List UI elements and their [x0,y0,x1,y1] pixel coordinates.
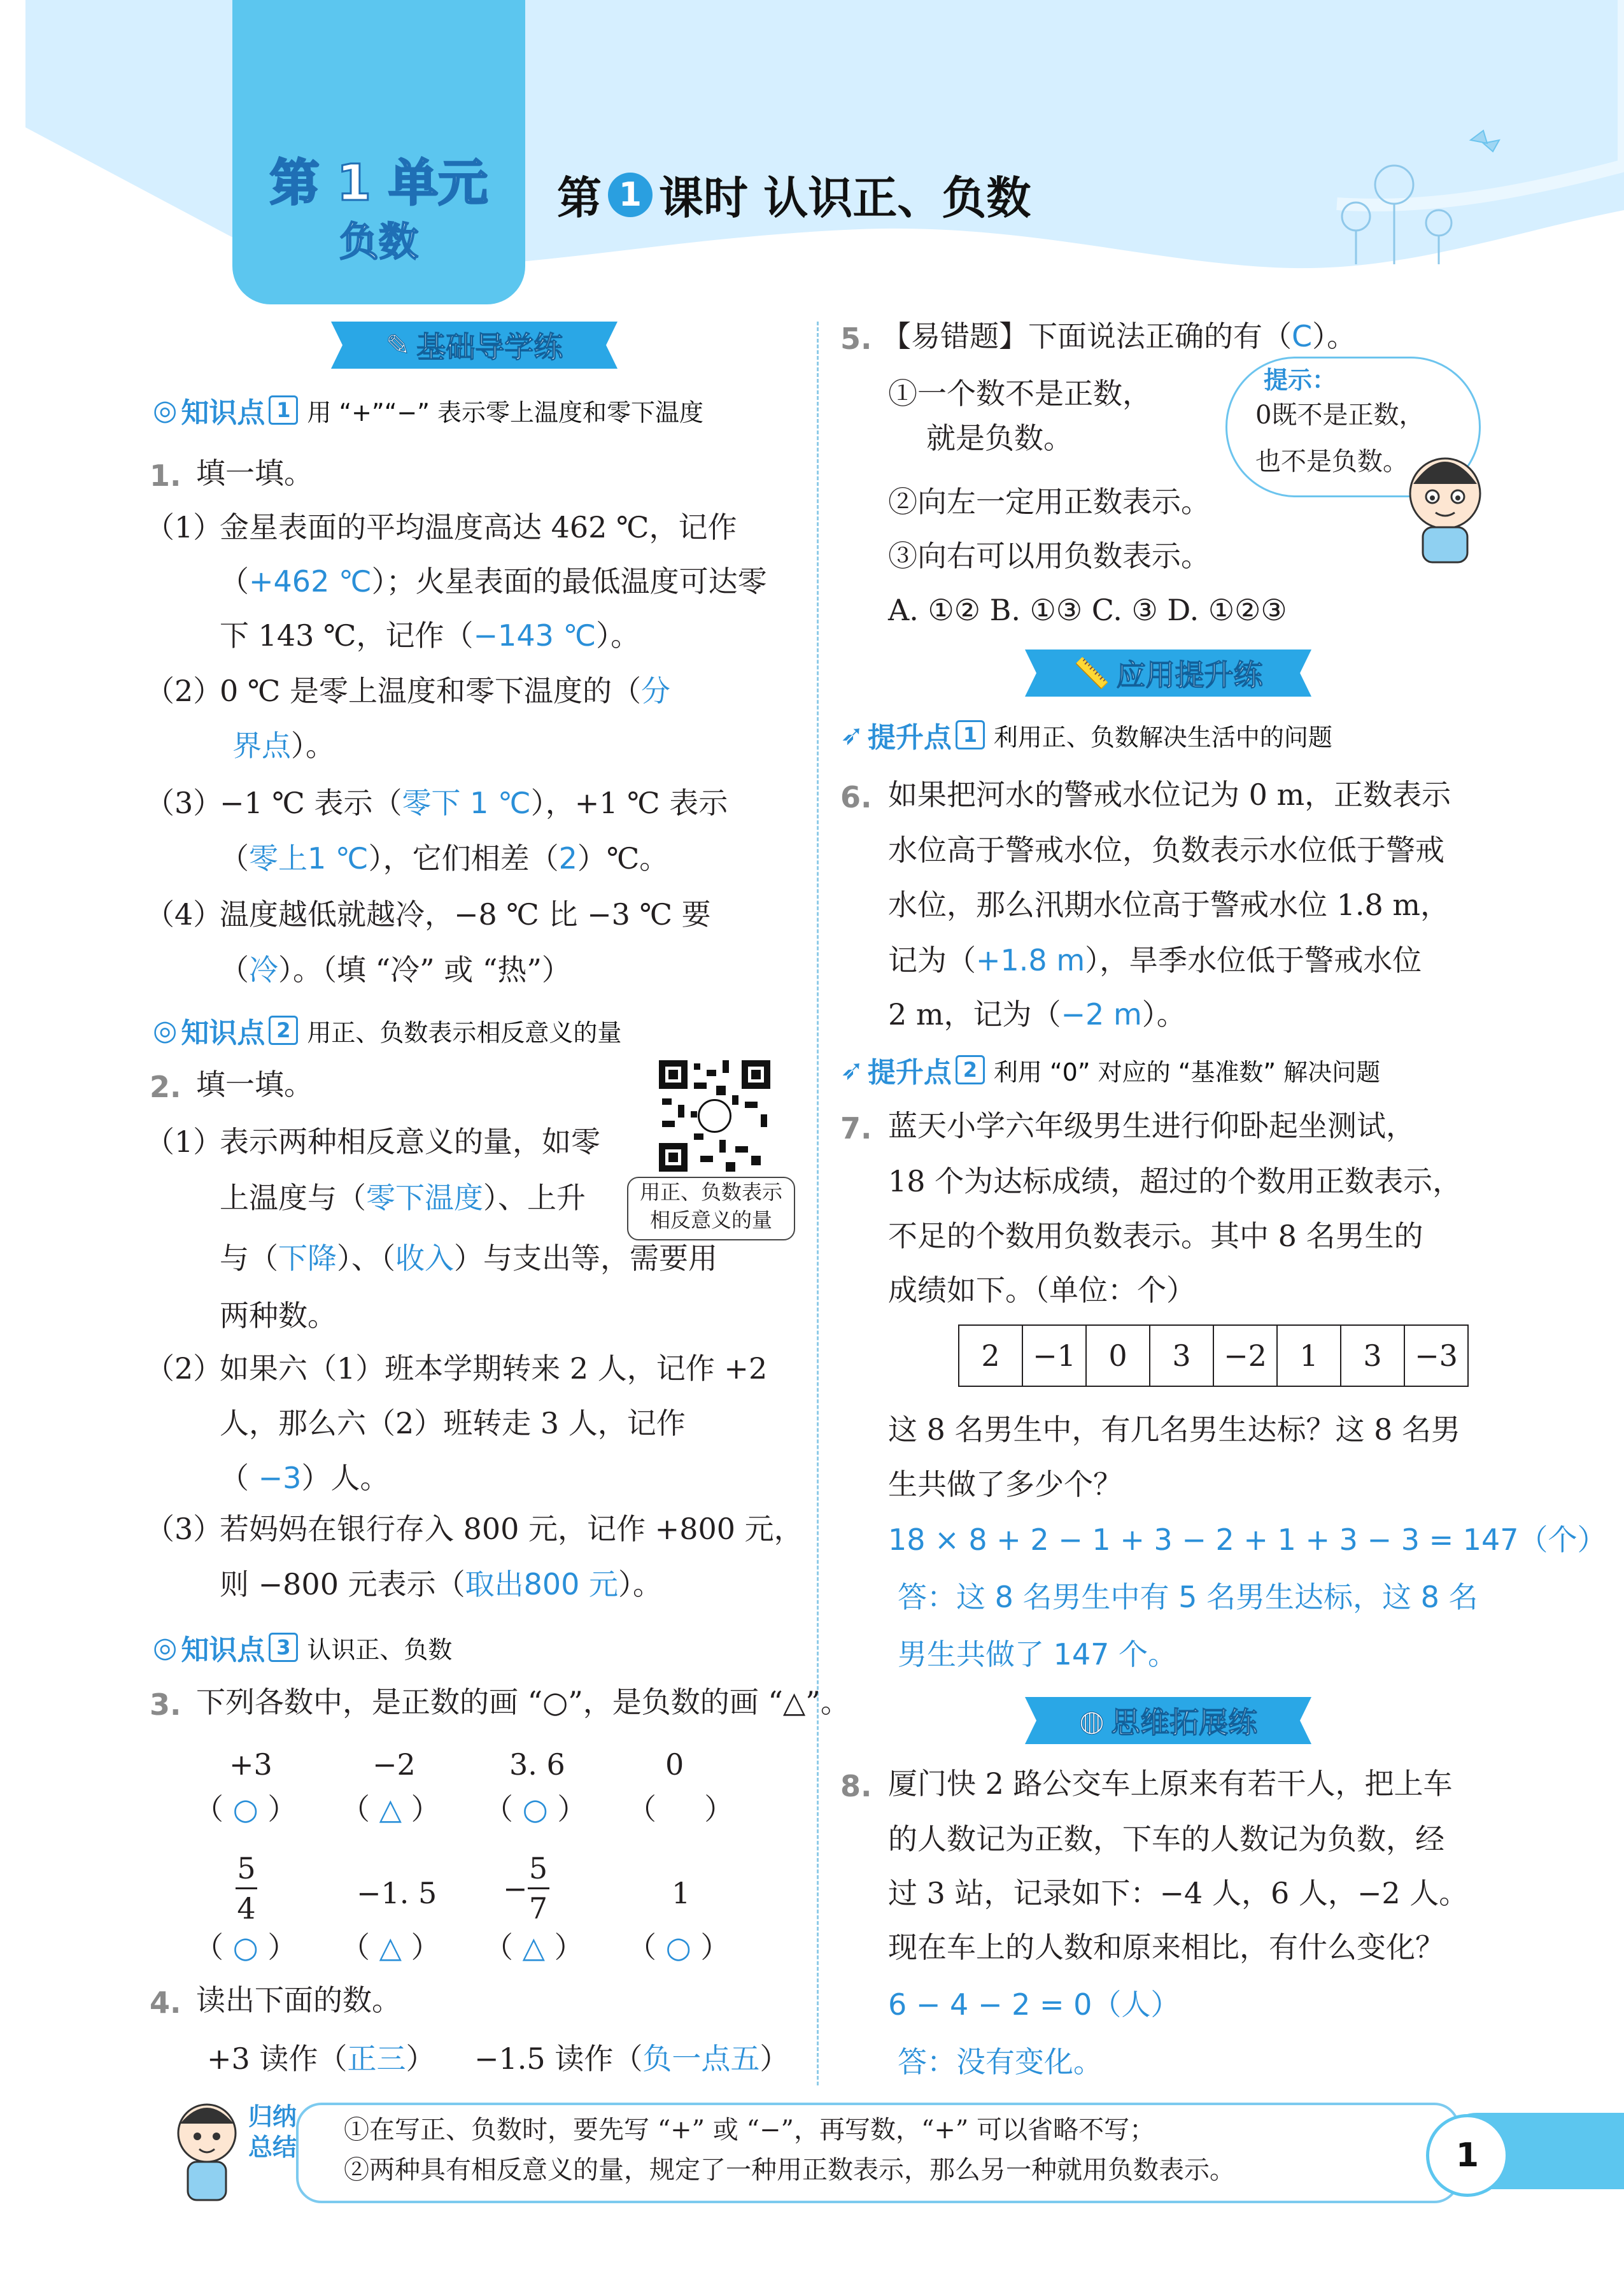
answer: +1.8 m [976,943,1085,977]
answer-blank: （ △ ） [341,1792,441,1826]
knowledge-point-text: 认识正、负数 [307,1635,453,1664]
improvement-point-2: ➶ 提升点 2 利用 “0” 对应的 “基准数” 解决问题 [840,1053,1381,1089]
score-table [958,1324,1469,1387]
hint-text: 也不是负数。 [1255,447,1408,476]
answer: 2 [558,841,577,876]
answer-blank: （ △ ） [484,1930,584,1964]
question-number: 1. [150,458,181,493]
item-lead: （1） [145,1125,223,1159]
item-lead: （2） [145,674,223,708]
question-text: 水位，那么汛期水位高于警戒水位 1.8 m， [888,888,1450,922]
knowledge-point-3: ◎ 知识点 3 认识正、负数 [153,1631,453,1666]
question-title: 填一填。 [196,1067,313,1102]
pencil-icon: ✎ [385,328,411,362]
item-text: （零上1 ℃），它们相差（2）℃。 [220,841,669,876]
number-item: −2 [372,1747,416,1782]
question-number: 4. [150,1985,181,2020]
item-text: 若妈妈在银行存入 800 元，记作 +800 元， [220,1512,803,1546]
question-number: 5. [840,322,872,356]
question-text: 过 3 站，记录如下：−4 人，6 人，−2 人。 [888,1876,1469,1910]
column-divider [817,322,819,2085]
banner-thinking-extension: ◍ 思维拓展练 [1025,1697,1311,1744]
item-lead: （4） [145,897,223,932]
answer: 负一点五 [642,2041,760,2076]
question-number: 2. [150,1070,181,1104]
unit-tab [232,0,525,304]
item-lead: （3） [145,786,223,820]
lesson-number: 1 [608,173,653,217]
number-item: −1. 5 [357,1876,437,1910]
read-item: −1.5 读作（负一点五） [474,2041,789,2076]
knowledge-point-1: ◎ 知识点 1 用 “+”“−” 表示零上温度和零下温度 [153,394,703,429]
answer: 6 − 4 − 2 = 0（人） [888,1987,1180,2022]
item-text: 两种数。 [220,1298,337,1333]
target-icon: ◎ [153,394,178,427]
table-cell: 3 [1150,1325,1213,1386]
lesson-title [557,162,1031,227]
table-cell: 2 [959,1325,1022,1386]
unit-title: 第 1 单元 [269,155,488,212]
question-number: 3. [150,1687,181,1722]
rocket-icon: ➶ [840,1053,864,1086]
answer: −143 ℃ [473,618,597,653]
item-text: 表示两种相反意义的量，如零 [220,1125,600,1159]
banner-basic-practice: ✎ 基础导学练 [331,322,618,369]
item-text: （冷）。（填 “冷” 或 “热”） [220,953,571,987]
answer: 答：没有变化。 [898,2045,1103,2079]
question-text: 厦门快 2 路公交车上原来有若干人，把上车 [888,1766,1453,1801]
improvement-point-text: 利用正、负数解决生活中的问题 [993,723,1332,751]
answer: 界点 [232,728,291,763]
unit-subtitle: 负数 [339,218,418,265]
question-text: 水位高于警戒水位，负数表示水位低于警戒 [888,833,1444,867]
choice-options: A. ①② B. ①③ C. ③ D. ①②③ [888,593,1287,627]
answer: 零下 1 ℃ [402,786,531,820]
ruler-icon: 📏 [1073,655,1110,690]
flower-illustration [1311,127,1515,267]
number-item: 3. 6 [509,1747,565,1782]
page-number: 1 [1426,2114,1509,2197]
answer: C [1292,319,1313,353]
number-item: +3 [229,1747,272,1782]
item-text: （+462 ℃）；火星表面的最低温度可达零 [220,564,767,599]
question-text: 现在车上的人数和原来相比，有什么变化？ [888,1930,1444,1964]
fraction-item: − $\frac{5}{7}$ [503,1853,549,1924]
item-text: −1 ℃ 表示（零下 1 ℃），+1 ℃ 表示 [220,786,728,820]
item-text: 温度越低就越冷，−8 ℃ 比 −3 ℃ 要 [220,897,711,932]
table-cell: −1 [1022,1325,1086,1386]
item-text: 则 −800 元表示（取出800 元）。 [220,1567,663,1601]
number-item: 0 [665,1747,684,1782]
fraction-item: $\frac{5}{4}$ [236,1853,257,1924]
item-text: 界点）。 [232,728,335,763]
table-cell: 0 [1086,1325,1150,1386]
item-text: 上温度与（零下温度）、上升 [220,1181,586,1215]
target-icon: ◎ [153,1631,178,1664]
number-item: 1 [672,1876,691,1910]
boy-mascot-illustration [169,2095,245,2203]
improvement-point-text: 利用 “0” 对应的 “基准数” 解决问题 [993,1058,1381,1086]
table-cell: 1 [1277,1325,1341,1386]
summary-text: ②两种具有相反意义的量，规定了一种用正数表示，那么另一种就用负数表示。 [344,2155,1235,2185]
question-number: 6. [840,780,872,814]
question-title: 读出下面的数。 [196,1983,401,2017]
hint-title: 提示： [1264,366,1337,394]
answer-blank: （ ○ ） [194,1930,297,1964]
qr-caption: 用正、负数表示 相反意义的量 [627,1177,795,1240]
question-text: 18 个为达标成绩，超过的个数用正数表示， [888,1164,1462,1198]
item-text: 0 ℃ 是零上温度和零下温度的（分 [220,674,670,708]
table-cell: −3 [1404,1325,1468,1386]
answer: 男生共做了 147 个。 [898,1637,1178,1672]
question-text: 生共做了多少个？ [888,1467,1122,1502]
statement: ②向左一定用正数表示。 [888,485,1210,519]
question-text: 记为（+1.8 m），旱季水位低于警戒水位 [888,943,1422,977]
globe-icon: ◍ [1078,1703,1105,1738]
banner-application-practice: 📏 应用提升练 [1025,650,1311,697]
answer-blank: （ ） [627,1792,734,1826]
question-number: 7. [840,1111,872,1146]
answer: 收入 [395,1241,454,1275]
answer: 正三 [347,2041,406,2076]
answer: 冷 [249,953,278,987]
item-text: （ −3）人。 [220,1461,390,1495]
table-cell: −2 [1213,1325,1277,1386]
item-text: 与（下降）、（收入）与支出等，需要用 [220,1241,717,1275]
knowledge-point-text: 用正、负数表示相反意义的量 [307,1018,622,1047]
item-text: 下 143 ℃，记作（−143 ℃）。 [220,618,640,653]
lesson-suffix: 课时 认识正、负数 [659,172,1031,224]
statement: ①一个数不是正数， [888,376,1152,411]
qr-code[interactable] [656,1057,773,1175]
target-icon: ◎ [153,1014,178,1047]
knowledge-point-2: ◎ 知识点 2 用正、负数表示相反意义的量 [153,1014,622,1049]
question-text: 2 m，记为（−2 m）。 [888,997,1186,1032]
lesson-prefix: 第 [557,172,602,224]
answer-blank: （ ○ ） [484,1792,587,1826]
answer-blank: （ △ ） [341,1930,441,1964]
item-lead: （2） [145,1351,223,1386]
question-title: 下列各数中，是正数的画 “○”，是负数的画 “△”。 [196,1685,850,1719]
item-text: 金星表面的平均温度高达 462 ℃，记作 [220,510,737,544]
answer: 零上1 ℃ [249,841,369,876]
answer: 零下温度 [366,1181,483,1215]
improvement-point-1: ➶ 提升点 1 利用正、负数解决生活中的问题 [840,718,1332,754]
question-title: 填一填。 [196,456,313,490]
rocket-icon: ➶ [840,718,864,751]
answer-blank: （ ○ ） [627,1930,730,1964]
question-text: 蓝天小学六年级男生进行仰卧起坐测试， [888,1109,1415,1143]
summary-text: ①在写正、负数时，要先写 “+” 或 “−”，再写数，“+” 可以省略不写； [344,2115,1155,2145]
statement: 就是负数。 [926,421,1073,455]
question-text: 不足的个数用负数表示。其中 8 名男生的 [888,1219,1423,1253]
summary-label: 归纳 总结 [248,2103,297,2161]
boy-illustration [1401,446,1490,567]
item-lead: （3） [145,1512,223,1546]
answer: −2 m [1061,997,1142,1032]
item-text: 人，那么六（2）班转走 3 人，记作 [220,1406,686,1440]
question-text: 这 8 名男生中，有几名男生达标？这 8 名男 [888,1412,1461,1447]
question-text: 如果把河水的警戒水位记为 0 m，正数表示 [888,777,1451,812]
statement: ③向右可以用负数表示。 [888,539,1210,573]
answer: 取出800 元 [465,1567,619,1601]
question-text: 成绩如下。（单位：个） [888,1273,1196,1307]
answer-blank: （ ○ ） [194,1792,297,1826]
item-text: 如果六（1）班本学期转来 2 人，记作 +2 [220,1351,768,1386]
read-item: +3 读作（正三） [207,2041,435,2076]
question-number: 8. [840,1769,872,1803]
knowledge-point-text: 用 “+”“−” 表示零上温度和零下温度 [307,398,703,427]
item-lead: （1） [145,510,223,544]
answer: 分 [640,674,670,708]
question-title: 【易错题】下面说法正确的有（C）。 [882,319,1357,353]
answer: −3 [258,1461,302,1495]
answer: 18 × 8 + 2 − 1 + 3 − 2 + 1 + 3 − 3 = 147（个） [888,1523,1607,1557]
hint-text: 0既不是正数， [1255,401,1425,430]
question-text: 的人数记为正数，下车的人数记为负数，经 [888,1822,1444,1856]
answer: 下降 [278,1241,337,1275]
table-cell: 3 [1341,1325,1404,1386]
answer: +462 ℃ [249,564,372,599]
answer: 答：这 8 名男生中有 5 名男生达标，这 8 名 [898,1580,1478,1614]
